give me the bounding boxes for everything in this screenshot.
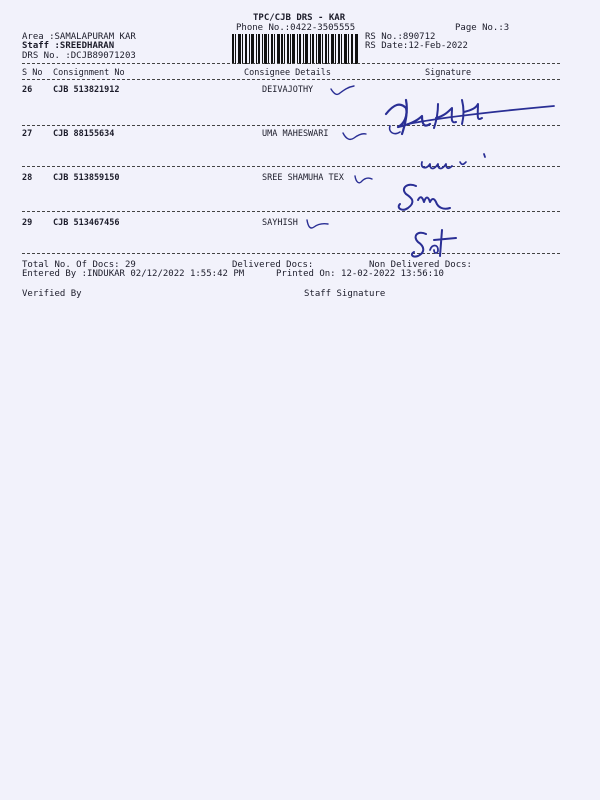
area-label: Area :SAMALAPURAM KAR: [22, 32, 136, 42]
printed-on: Printed On: 12-02-2022 13:56:10: [276, 269, 444, 279]
row-consignment: CJB 513859150: [53, 173, 120, 183]
entered-by: Entered By :INDUKAR 02/12/2022 1:55:42 PM: [22, 269, 245, 279]
report-title: TPC/CJB DRS - KAR: [253, 13, 346, 23]
non-delivered-docs: Non Delivered Docs:: [369, 260, 472, 270]
recipient-signature-image: [394, 180, 454, 216]
delivered-docs: Delivered Docs:: [232, 260, 314, 270]
recipient-signature-image: [378, 94, 564, 138]
verified-by-label: Verified By: [22, 289, 82, 299]
col-header-consignment: Consignment No: [53, 68, 125, 78]
row-sno: 29: [22, 218, 33, 228]
row-consignment: CJB 513821912: [53, 85, 120, 95]
row-sno: 28: [22, 173, 33, 183]
rs-date: RS Date:12-Feb-2022: [365, 41, 468, 51]
rs-number: RS No.:890712: [365, 32, 436, 42]
col-header-consignee: Consignee Details: [244, 68, 331, 78]
tick-mark-icon: [330, 84, 356, 98]
tick-mark-icon: [354, 173, 374, 187]
header-divider-bottom: [22, 79, 560, 80]
page-number: Page No.:3: [455, 23, 510, 33]
row-divider: [22, 253, 560, 254]
recipient-signature-image: [408, 228, 462, 260]
col-header-sno: S No: [22, 68, 43, 78]
row-consignment: CJB 88155634: [53, 129, 115, 139]
staff-label: Staff :SREEDHARAN: [22, 41, 115, 51]
col-header-signature: Signature: [425, 68, 472, 78]
row-consignee: SREE SHAMUHA TEX: [262, 173, 344, 183]
row-sno: 27: [22, 129, 33, 139]
tick-mark-icon: [306, 218, 330, 232]
row-divider: [22, 211, 560, 212]
header-divider-top: [22, 63, 560, 64]
row-consignee: SAYHISH: [262, 218, 298, 228]
row-consignee: UMA MAHESWARI: [262, 129, 329, 139]
barcode-image: [232, 34, 358, 64]
row-consignee: DEIVAJOTHY: [262, 85, 314, 95]
staff-signature-label: Staff Signature: [304, 289, 386, 299]
tick-mark-icon: [342, 129, 368, 143]
total-docs: Total No. Of Docs: 29: [22, 260, 136, 270]
row-sno: 26: [22, 85, 33, 95]
recipient-signature-image: [418, 150, 494, 172]
row-consignment: CJB 513467456: [53, 218, 120, 228]
drs-number: DRS No. :DCJB89071203: [22, 51, 136, 61]
phone-number: Phone No.:0422-3505555: [236, 23, 356, 33]
